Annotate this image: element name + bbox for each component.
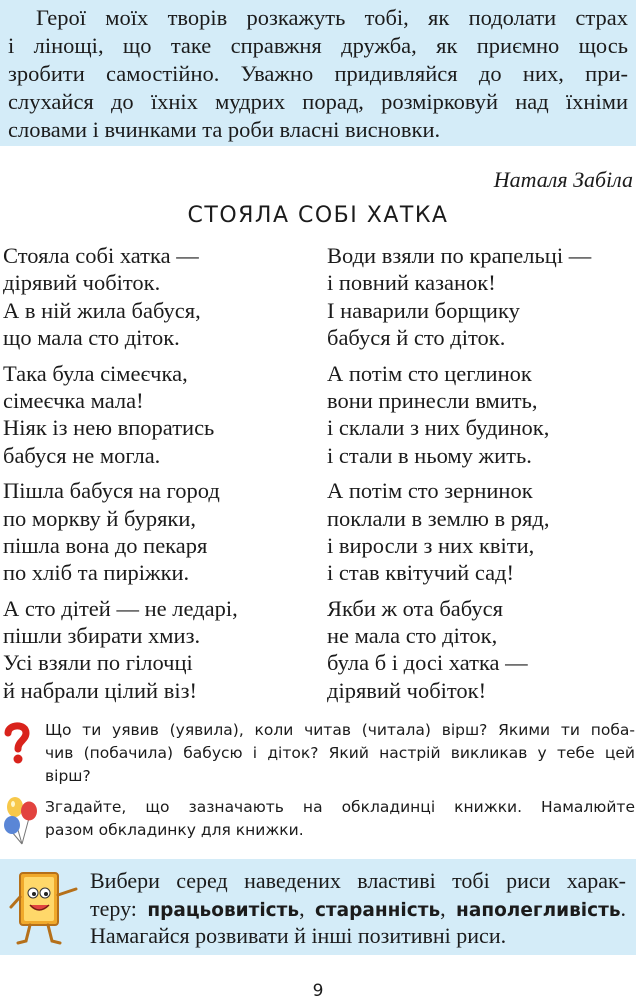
verse-line: дірявий чобіток! — [327, 677, 487, 703]
verse-line: Води взяли по крапельці — — [327, 243, 592, 268]
verse-line: і виросли з них квіти, — [327, 532, 535, 558]
tip-end: . — [620, 895, 627, 921]
poem-column-right — [327, 242, 591, 712]
group-task — [45, 796, 635, 842]
verse-line: по моркву й буряки, — [3, 505, 197, 531]
verse-line: А потім сто зернинок — [327, 478, 533, 504]
tip-panel — [0, 859, 636, 955]
tip-text — [90, 867, 626, 950]
verse-line: І наварили борщику — [327, 297, 520, 323]
stanza — [3, 595, 238, 705]
verse-line: Усі взяли по гілочці — [3, 650, 193, 676]
question-mark-icon — [3, 721, 31, 765]
trait-persistence: наполегливість — [456, 899, 621, 921]
poem-author: Наталя Забіла — [493, 167, 633, 192]
verse-line: дірявий чобіток. — [3, 270, 161, 296]
verse-line: А потім сто цеглинок — [327, 360, 532, 386]
tip-line-2 — [90, 895, 626, 923]
intro-line-4: слухайся до їхніх мудрих порад, розмірковуй над їхніми — [8, 89, 628, 114]
verse-line: пішла вона до пекаря — [3, 532, 208, 558]
stanza — [327, 242, 591, 352]
verse-line: і склали з них будинок, — [327, 415, 550, 441]
stanza — [3, 242, 238, 352]
question-line: вірш? — [45, 767, 91, 785]
question-line: Що ти уявив (уявила), коли читав (читала) вірш? Якими ти поба- — [45, 721, 635, 739]
verse-line: поклали в землю в ряд, — [327, 505, 550, 531]
stanza — [327, 360, 591, 470]
tip-line-1: Вибери серед наведених властиві тобі риси харак- — [90, 868, 626, 893]
question-task — [45, 719, 635, 788]
stanza — [327, 477, 591, 587]
verse-line: не мала сто діток, — [327, 623, 498, 649]
verse-line: Пішла бабуся на город — [3, 478, 220, 504]
verse-line: бабуся й сто діток. — [327, 325, 506, 351]
intro-line-3: зробити самостійно. Уважно придивляйся до них, при- — [8, 61, 628, 86]
question-line: чив (побачила) бабусю і діток? Який настрій викликав у тебе цей — [45, 744, 635, 762]
stanza — [3, 477, 238, 587]
intro-line-5: словами і вчинками та роби власні висновки. — [8, 117, 441, 142]
stanza — [3, 360, 238, 470]
verse-line: сімеєчка мала! — [3, 387, 144, 413]
verse-line: і стали в ньому жить. — [327, 442, 532, 468]
intro-panel — [0, 0, 636, 146]
verse-line: Ніяк із нею впоратись — [3, 415, 215, 441]
trait-hardworking: працьовитість — [147, 899, 300, 921]
balloons-icon — [2, 796, 38, 846]
group-task-line: разом обкладинку для книжки. — [45, 821, 304, 839]
poem-title: СТОЯЛА СОБІ ХАТКА — [187, 203, 449, 228]
verse-line: по хліб та пиріжки. — [3, 560, 190, 586]
verse-line: вони принесли вмить, — [327, 387, 538, 413]
trait-diligence: старанність — [314, 899, 441, 921]
tip-separator: , — [440, 895, 446, 921]
tip-line-3: Намагайся розвивати й інші позитивні риси. — [90, 923, 507, 948]
verse-line: і повний казанок! — [327, 270, 496, 296]
group-task-line: Згадайте, що зазначають на обкладинці книжки. Намалюйте — [45, 798, 635, 816]
verse-line: й набрали цілий віз! — [3, 677, 197, 703]
stanza — [327, 595, 591, 705]
verse-line: Якби ж ота бабуся — [327, 595, 503, 621]
verse-line: була б і досі хатка — — [327, 650, 528, 676]
verse-line: бабуся не могла. — [3, 442, 161, 468]
verse-line: А сто дітей — не ледарі, — [3, 595, 238, 621]
verse-line: Така була сімеєчка, — [3, 360, 188, 386]
book-mascot-icon — [8, 867, 80, 949]
page-number: 9 — [312, 981, 324, 1001]
intro-line-2: і лінощі, що таке справжня дружба, як приємно щось — [8, 33, 628, 58]
poem-column-left — [3, 242, 238, 712]
tip-separator: , — [299, 895, 305, 921]
verse-line: що мала сто діток. — [3, 325, 180, 351]
verse-line: Стояла собі хатка — — [3, 243, 199, 268]
tip-lead: теру: — [90, 895, 137, 921]
intro-line-1: Герої моїх творів розкажуть тобі, як подолати страх — [36, 5, 628, 30]
verse-line: і став квітучий сад! — [327, 560, 515, 586]
verse-line: пішли збирати хмиз. — [3, 623, 201, 649]
verse-line: А в ній жила бабуся, — [3, 297, 201, 323]
